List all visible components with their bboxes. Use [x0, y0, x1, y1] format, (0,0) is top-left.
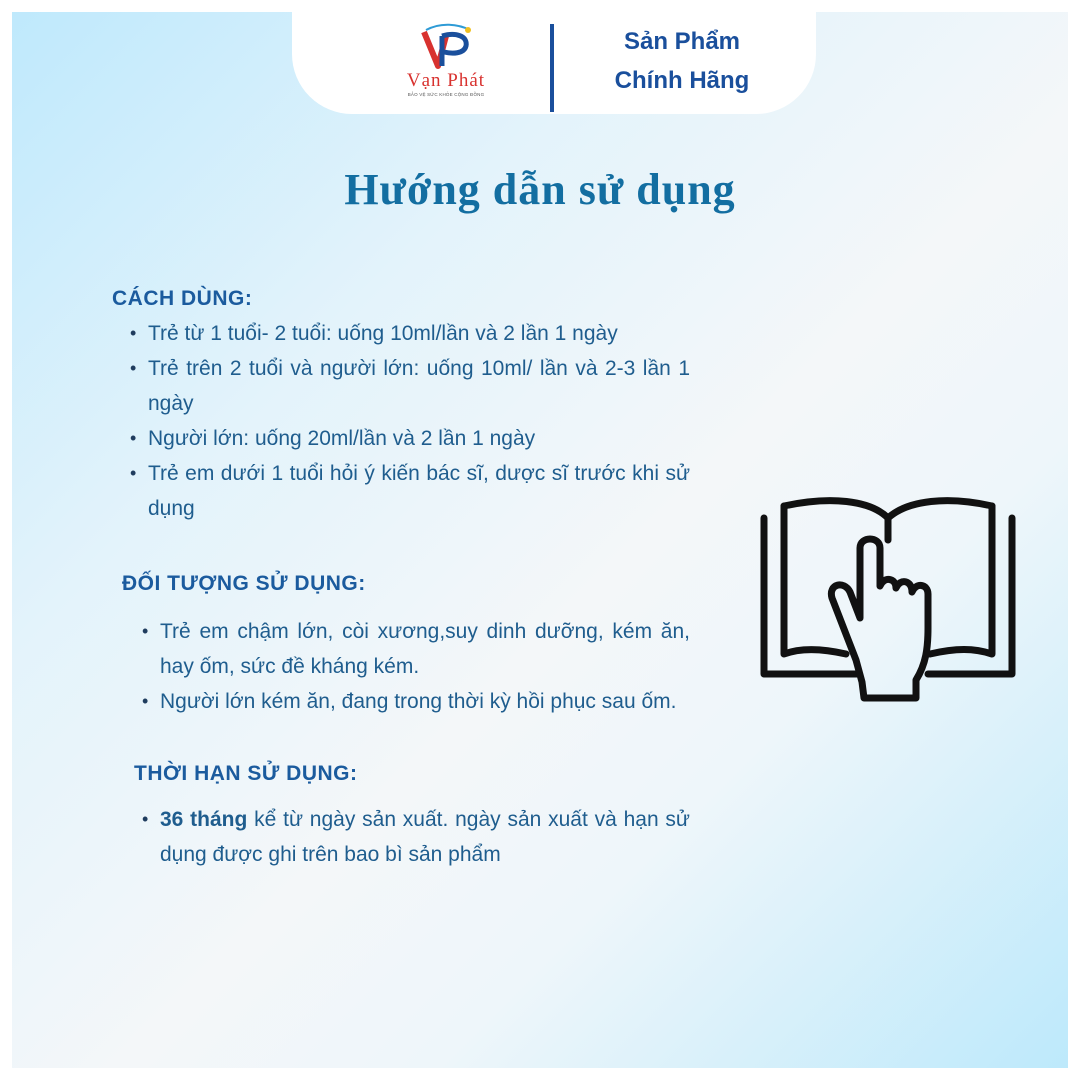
list-item: • Trẻ em chậm lớn, còi xương,suy dinh dưỡng, kém ăn, hay ốm, sức đề kháng kém. — [142, 614, 690, 684]
list-item — [142, 802, 690, 872]
header-divider — [550, 24, 554, 112]
poster-background — [12, 12, 1068, 1068]
shelf-life-heading: THỜI HẠN SỬ DỤNG: — [134, 762, 358, 785]
tagline-line2: Chính Hãng — [614, 67, 750, 94]
page-title: Hướng dẫn sử dụng — [344, 165, 736, 214]
open-book-pointing-hand-icon — [760, 488, 1018, 704]
usage-heading: CÁCH DÙNG: — [112, 287, 253, 310]
list-item: • Trẻ trên 2 tuổi và người lớn: uống 10ml/ lần và 2-3 lần 1 ngày — [130, 351, 690, 421]
list-item: • Trẻ em dưới 1 tuổi hỏi ý kiến bác sĩ, dược sĩ trước khi sử dụng — [130, 456, 690, 526]
list-item: • Trẻ từ 1 tuổi- 2 tuổi: uống 10ml/lần và 2 lần 1 ngày — [130, 316, 690, 351]
list-item: • Người lớn: uống 20ml/lần và 2 lần 1 ngày — [130, 421, 690, 456]
shelf-life-duration: 36 tháng — [160, 808, 248, 831]
logo-slogan: BẢO VỆ SỨC KHỎE CỘNG ĐỒNG — [407, 92, 485, 97]
audience-list — [142, 614, 690, 719]
shelf-life-list — [142, 802, 690, 872]
tagline — [582, 22, 782, 100]
list-item: • Người lớn kém ăn, đang trong thời kỳ hồi phục sau ốm. — [142, 684, 690, 719]
vp-logo-mark-icon — [396, 22, 496, 72]
audience-heading: ĐỐI TƯỢNG SỬ DỤNG: — [122, 572, 366, 595]
logo-wordmark: Vạn Phát — [406, 70, 486, 91]
van-phat-logo — [396, 22, 496, 102]
shelf-life-text: kể từ ngày sản xuất. ngày sản xuất và hạn sử dụng được ghi trên bao bì sản phẩm — [160, 808, 690, 866]
usage-list — [130, 316, 690, 526]
brand-header — [292, 12, 816, 114]
tagline-line1: Sản Phẩm — [623, 28, 741, 55]
